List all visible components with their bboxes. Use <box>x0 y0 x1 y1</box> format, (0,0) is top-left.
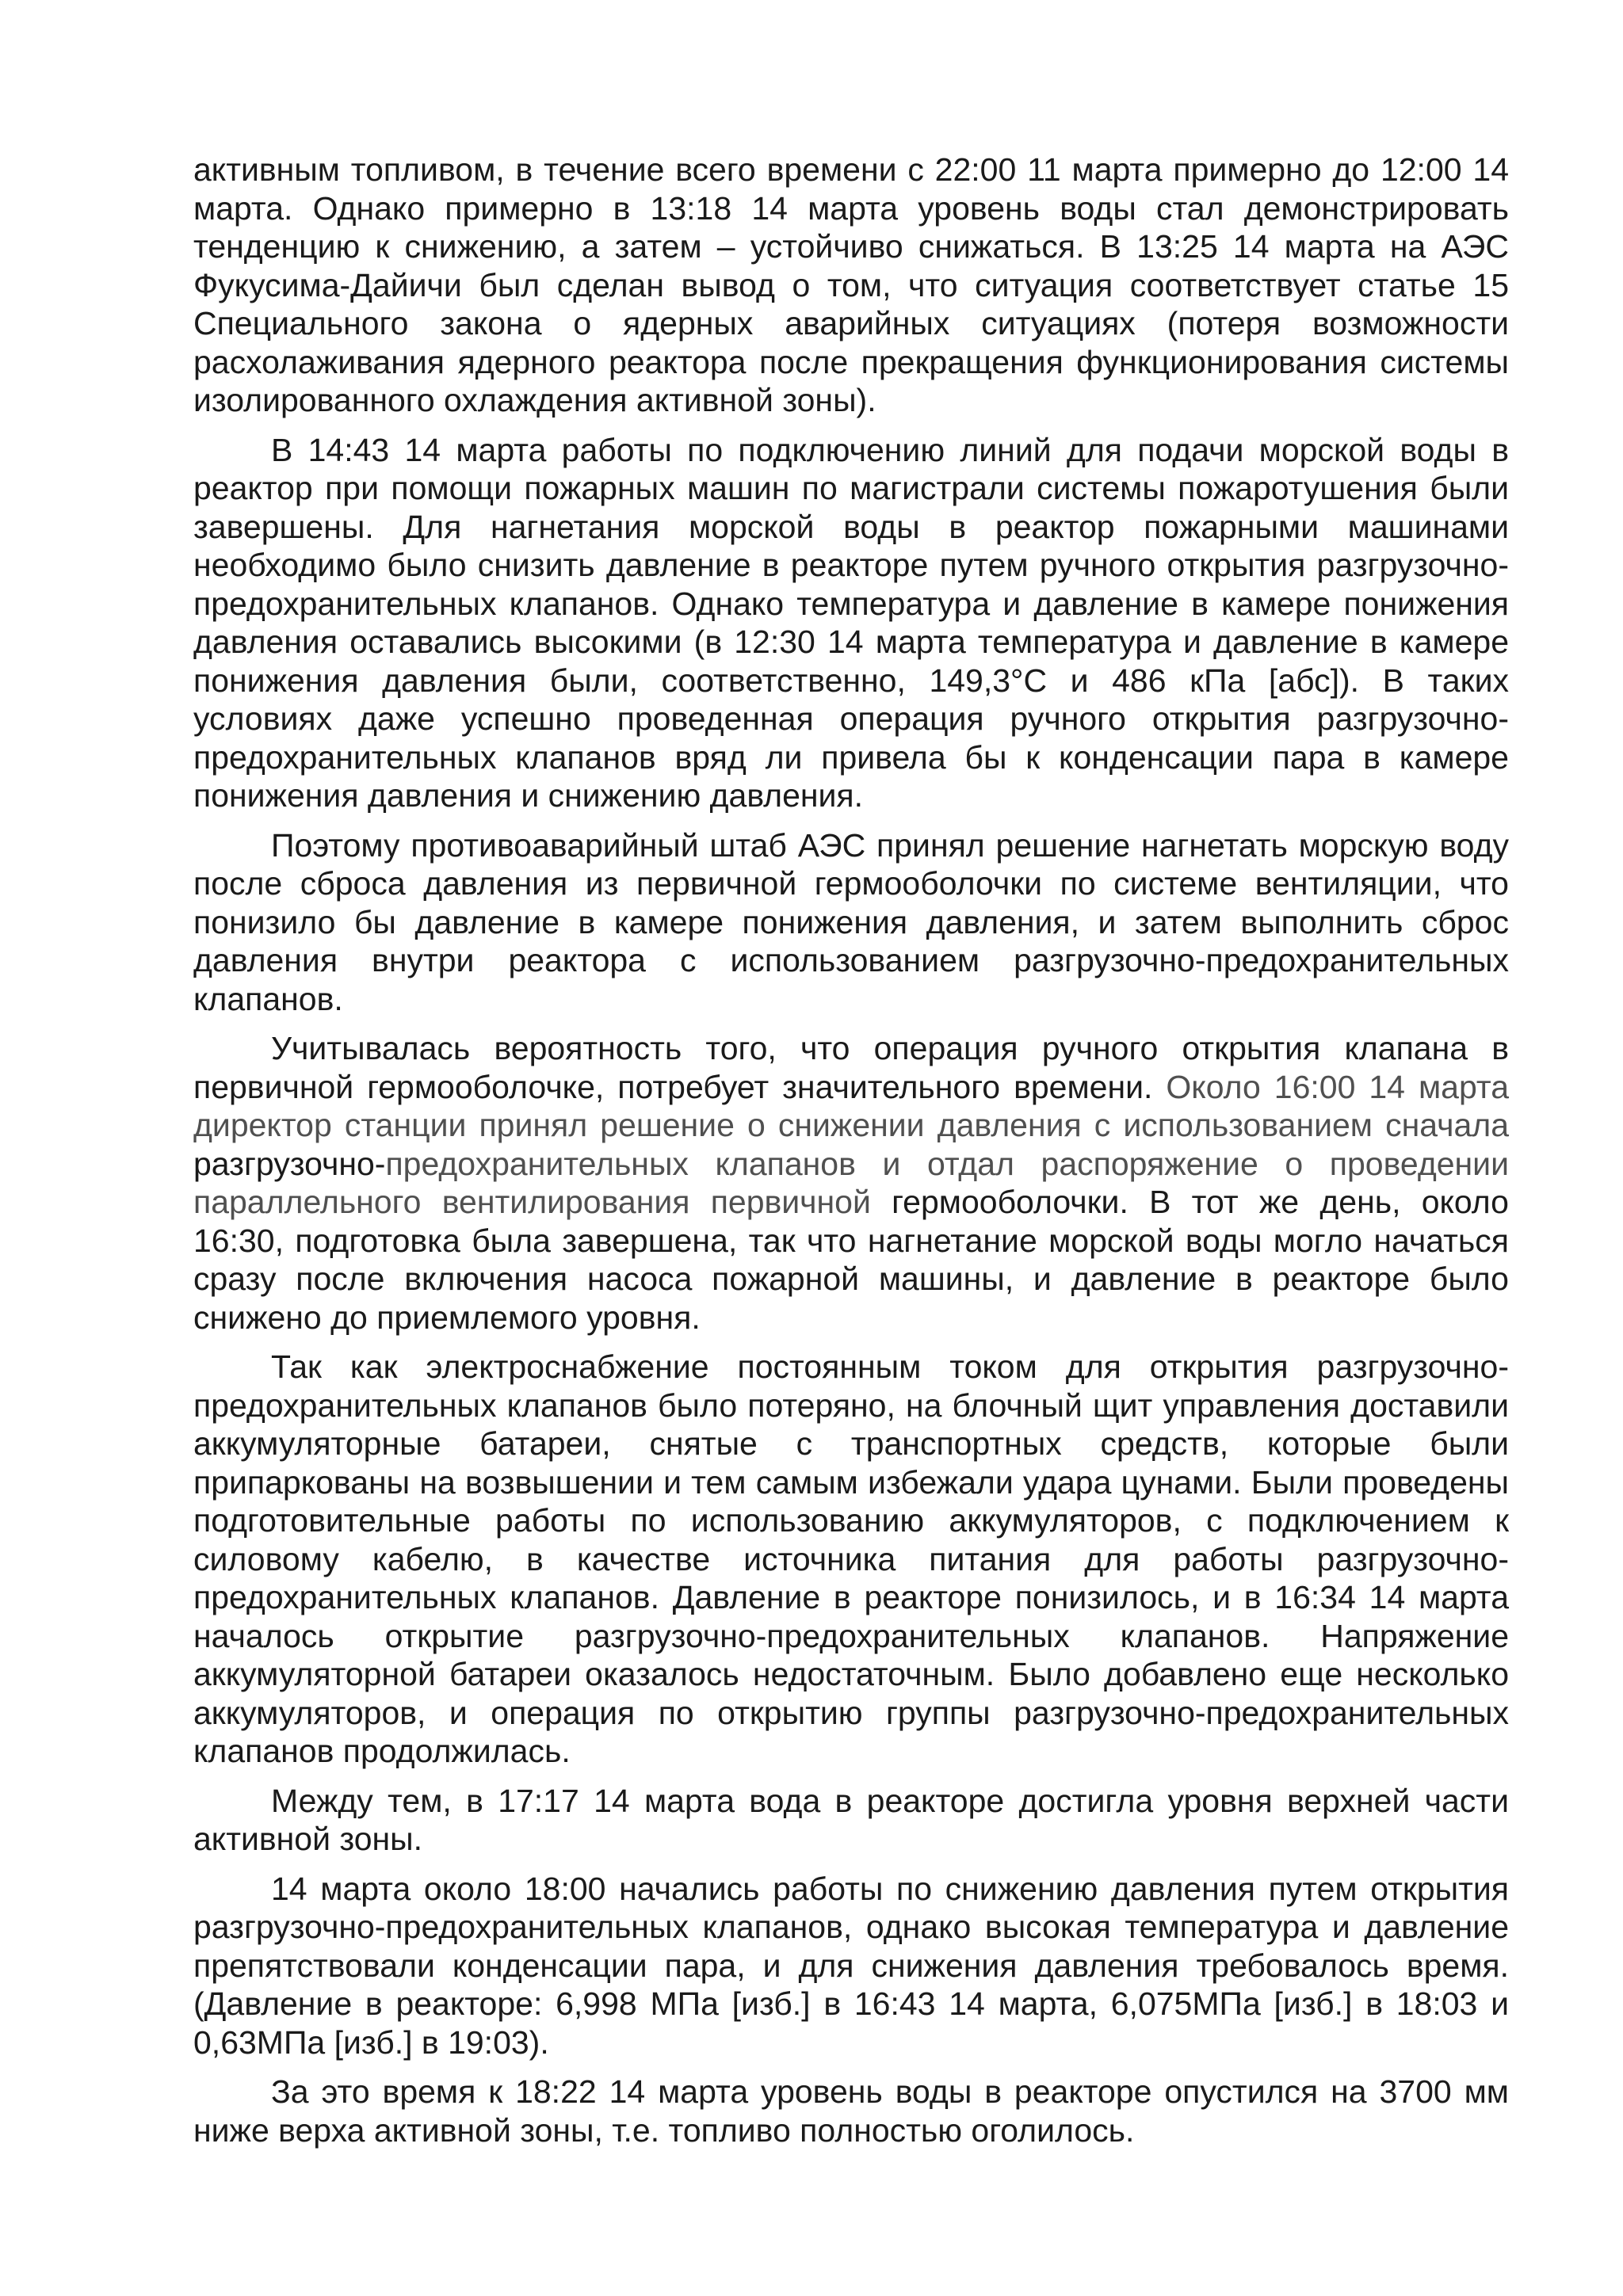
paragraph-4-text-a: Учитывалась вероятность того, что операция ручного открытия клапана в первичной гермооболочке, потребует значительного времени. <box>193 1030 1509 1105</box>
paragraph-8-text: За это время к 18:22 14 марта уровень воды в реакторе опустился на 3700 мм ниже верха активной зоны, т.е. топливо полностью оголилось. <box>193 2073 1509 2149</box>
paragraph-3-text: Поэтому противоаварийный штаб АЭС принял решение нагнетать морскую воду после сброса давления из первичной гермооболочки по системе вентиляции, что понизило бы давление в камере понижения давления, и затем выполнить сброс давления внутри реактора с использованием разгрузочно-предохранительных клапанов. <box>193 826 1509 1017</box>
paragraph-5 <box>193 1348 1509 1771</box>
paragraph-4-text-d: предохранительных клапанов и отдал распоряжение о проведении параллельного вентилирования первичной <box>193 1145 1509 1220</box>
paragraph-4-text-b: Около 16:00 14 марта директор станции принял решение о снижении давления с использованием сначала <box>193 1068 1509 1143</box>
paragraph-1 <box>193 151 1509 420</box>
paragraph-3 <box>193 826 1509 1019</box>
document-page <box>193 151 1509 2161</box>
paragraph-7-text: 14 марта около 18:00 начались работы по снижению давления путем открытия разгрузочно-предохранительных клапанов, однако высокая температура и давление препятствовали конденсации пара, и для снижения давления требовалось время. (Давление в реакторе: 6,998 МПа [изб.] в 16:43 14 марта, 6,075МПа [изб.] в 18:03 и 0,63МПа [изб.] в 19:03). <box>193 1870 1509 2061</box>
paragraph-6 <box>193 1782 1509 1859</box>
paragraph-8 <box>193 2073 1509 2149</box>
paragraph-2 <box>193 431 1509 815</box>
paragraph-2-text: В 14:43 14 марта работы по подключению линий для подачи морской воды в реактор при помощи пожарных машин по магистрали системы пожаротушения были завершены. Для нагнетания морской воды в реактор пожарными машинами необходимо было снизить давление в реакторе путем ручного открытия разгрузочно-предохранительных клапанов. Однако температура и давление в камере понижения давления оставались высокими (в 12:30 14 марта температура и давление в камере понижения давления были, соответственно, 149,3°С и 486 кПа [абс]). В таких условиях даже успешно проведенная операция ручного открытия разгрузочно-предохранительных клапанов вряд ли привела бы к конденсации пара в камере понижения давления и снижению давления. <box>193 431 1509 814</box>
paragraph-4-text-e: гермооболочки. В тот же день, около 16:30, подготовка была завершена, так что нагнетание морской воды могло начаться сразу после включения насоса пожарной машины, и давление в реакторе было снижено до приемлемого уровня. <box>193 1184 1509 1336</box>
paragraph-1-text: активным топливом, в течение всего времени с 22:00 11 марта примерно до 12:00 14 марта. Однако примерно в 13:18 14 марта уровень воды стал демонстрировать тенденцию к снижению, а затем – устойчиво снижаться. В 13:25 14 марта на АЭС Фукусима-Дайичи был сделан вывод о том, что ситуация соответствует статье 15 Специального закона о ядерных аварийных ситуациях (потеря возможности расхолаживания ядерного реактора после прекращения функционирования системы изолированного охлаждения активной зоны). <box>193 151 1509 418</box>
paragraph-4-text-c: разгрузочно- <box>193 1145 386 1182</box>
paragraph-6-text: Между тем, в 17:17 14 марта вода в реакторе достигла уровня верхней части активной зоны. <box>193 1782 1509 1857</box>
paragraph-5-text: Так как электроснабжение постоянным током для открытия разгрузочно-предохранительных клапанов было потеряно, на блочный щит управления доставили аккумуляторные батареи, снятые с транспортных средств, которые были припаркованы на возвышении и тем самым избежали удара цунами. Были проведены подготовительные работы по использованию аккумуляторов, с подключением к силовому кабелю, в качестве источника питания для работы разгрузочно-предохранительных клапанов. Давление в реакторе понизилось, и в 16:34 14 марта началось открытие разгрузочно-предохранительных клапанов. Напряжение аккумуляторной батареи оказалось недостаточным. Было добавлено еще несколько аккумуляторов, и операция по открытию группы разгрузочно-предохранительных клапанов продолжилась. <box>193 1348 1509 1769</box>
paragraph-7 <box>193 1870 1509 2062</box>
paragraph-4 <box>193 1029 1509 1337</box>
